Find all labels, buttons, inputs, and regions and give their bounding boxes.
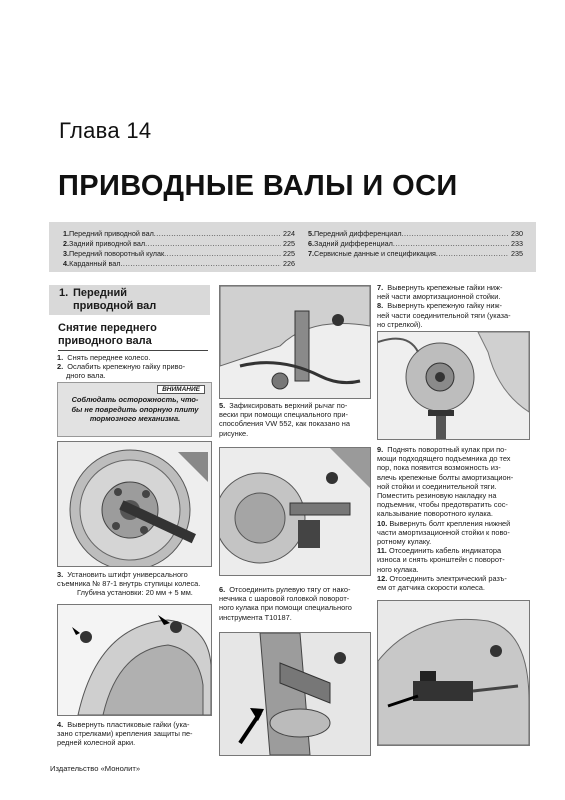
toc-entry-number: 5. [308,229,314,238]
toc-entry-title: Задний дифференциал [314,239,393,248]
publisher-footer: Издательство «Монолит» [50,764,141,773]
steps-intro: 1. Снять переднее колесо. 2. Ослабить крепежную гайку приво- дного вала. [57,353,186,381]
toc-entry-title: Задний приводной вал [69,239,146,248]
toc-leader-dots [436,249,509,259]
toc-entry [63,249,295,259]
toc-entry-number: 3. [63,249,69,258]
section-number: 1. [59,287,69,299]
section-title: Передний приводной вал [73,287,157,312]
toc-entry-title: Карданный вал [69,259,121,268]
toc-entry-page: 225 [283,249,295,258]
figure-hub-puller [57,441,212,567]
toc-leader-dots [393,239,509,249]
toc-entry [308,239,523,249]
toc-entry-page: 235 [511,249,523,258]
toc-entry [308,249,523,259]
toc-entry-title: Сервисные данные и спецификация [314,249,436,258]
toc-entry-page: 233 [511,239,523,248]
page-title: ПРИВОДНЫЕ ВАЛЫ И ОСИ [58,170,458,202]
chapter-label: Глава 14 [59,118,152,143]
toc-leader-dots [154,229,281,239]
figure-knuckle-lift [377,331,530,440]
toc-entry [63,259,295,269]
toc-leader-dots [164,249,281,259]
figure-tie-rod [219,447,371,576]
subsection-title: Снятие переднего приводного вала [58,322,157,347]
toc-leader-dots [145,239,281,249]
toc-entry [63,239,295,249]
figure-sensor-connector [377,600,530,746]
toc-entry-page: 225 [283,239,295,248]
subsection-divider [58,350,208,351]
toc-left-column [63,229,295,269]
toc-entry-title: Передний поворотный кулак [69,249,165,258]
toc-entry-number: 2. [63,239,69,248]
warning-box [57,382,212,437]
toc-entry-number: 6. [308,239,314,248]
toc-entry-number: 7. [308,249,314,258]
toc-entry-title: Передний дифференциал [314,229,402,238]
toc-entry-page: 226 [283,259,295,268]
toc-entry [308,229,523,239]
step-9-12-text: 9. Поднять поворотный кулак при по- мощи подходящего подъемника до тех пор, пока появится возможность из- влечь крепежные болты амортизацион- ной стойки и соединительной тяги. Поместить резиновую накладку на подъемник, чтобы предотвратить сос- кальзывание поворотного кулака. 10. Вывернуть болт крепления нижней части амортизационной стойки к пово- ротному кулаку. 11. Отсоединить кабель индикатора износа и снять кронштейн с поворот- ного кулака. 12. Отсоединить электрический разъ- ем от датчика скорости колеса. [377,445,514,593]
figure-upper-arm [219,285,371,399]
section-header [49,285,210,315]
toc-entry-page: 224 [283,229,295,238]
toc-leader-dots [402,229,509,239]
toc-entry-page: 230 [511,229,523,238]
warning-text: Соблюдать осторожность, что- бы не повредить опорную плиту тормозного механизма. [71,395,199,423]
toc-right-column [308,229,523,259]
toc-entry-number: 4. [63,259,69,268]
toc-leader-dots [120,259,281,269]
warning-label: ВНИМАНИЕ [157,385,205,394]
step-3-text: 3. Установить штифт универсального съемника № 87-1 внутрь ступицы колеса. Глубина установки: 20 мм + 5 мм. [57,570,201,598]
step-4-text: 4. Вывернуть пластиковые гайки (ука- зано стрелками) крепления защиты пе- редней колесной арки. [57,720,193,748]
step-5-text: 5. Зафиксировать верхний рычаг по- вески при помощи специального при- способления VW 552, как показано на рисунке. [219,401,350,438]
step-6-text: 6. Отсоединить рулевую тягу от нако- нечника с шаровой головкой поворот- ного кулака при помощи специального инструмента T10187. [219,585,352,622]
figure-strut-nuts [219,632,371,756]
toc-entry-title: Передний приводной вал [69,229,154,238]
figure-wheel-arch [57,604,212,716]
step-7-8-text: 7. Вывернуть крепежные гайки ниж- ней части амортизационной стойки. 8. Вывернуть крепежную гайку ниж- ней части соединительной тяги (указа- но стрелкой). [377,283,511,329]
toc-entry [63,229,295,239]
table-of-contents [49,222,536,272]
toc-entry-number: 1. [63,229,69,238]
